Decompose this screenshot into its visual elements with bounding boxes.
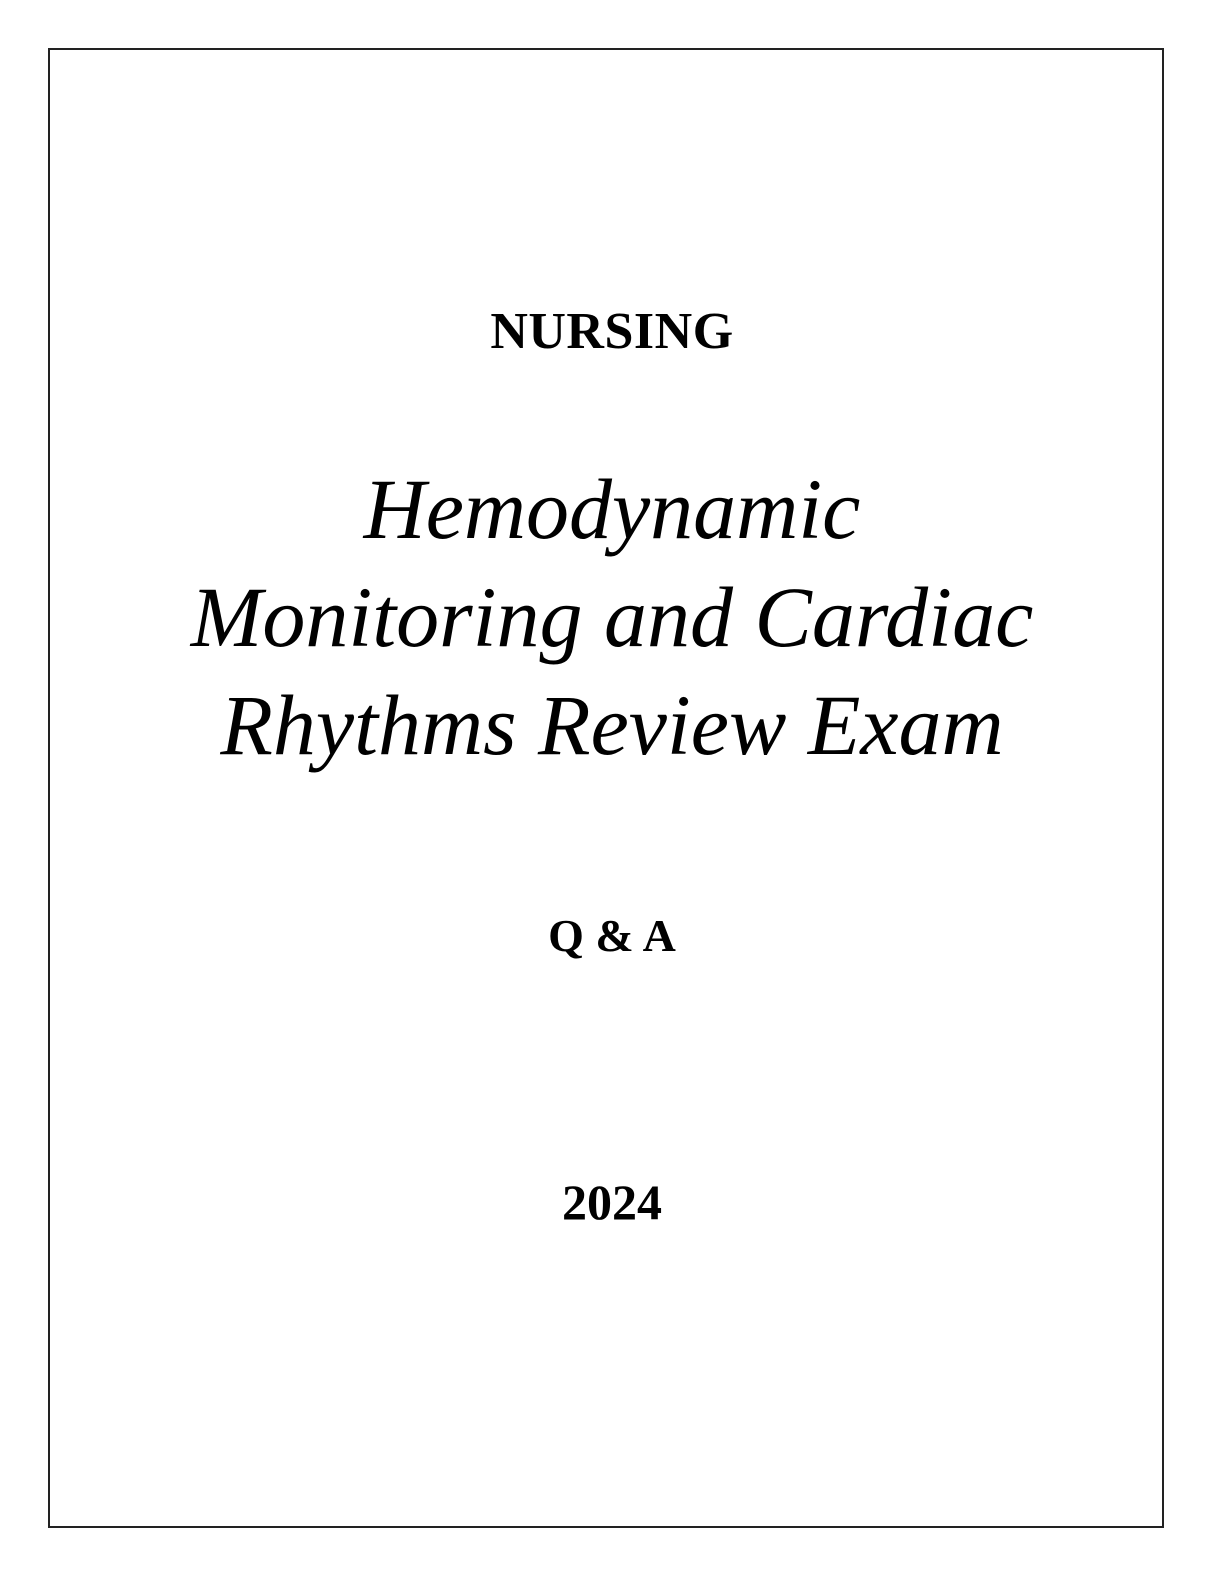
cover-subject: NURSING	[490, 303, 734, 360]
page-border	[48, 48, 1164, 1528]
cover-title	[0, 455, 1224, 779]
cover-title-line-1: Hemodynamic	[363, 461, 861, 557]
cover-title-line-3: Rhythms Review Exam	[220, 677, 1004, 773]
cover-format: Q & A	[548, 910, 676, 961]
cover-title-line-2: Monitoring and Cardiac	[190, 569, 1034, 665]
cover-year: 2024	[562, 1174, 662, 1230]
